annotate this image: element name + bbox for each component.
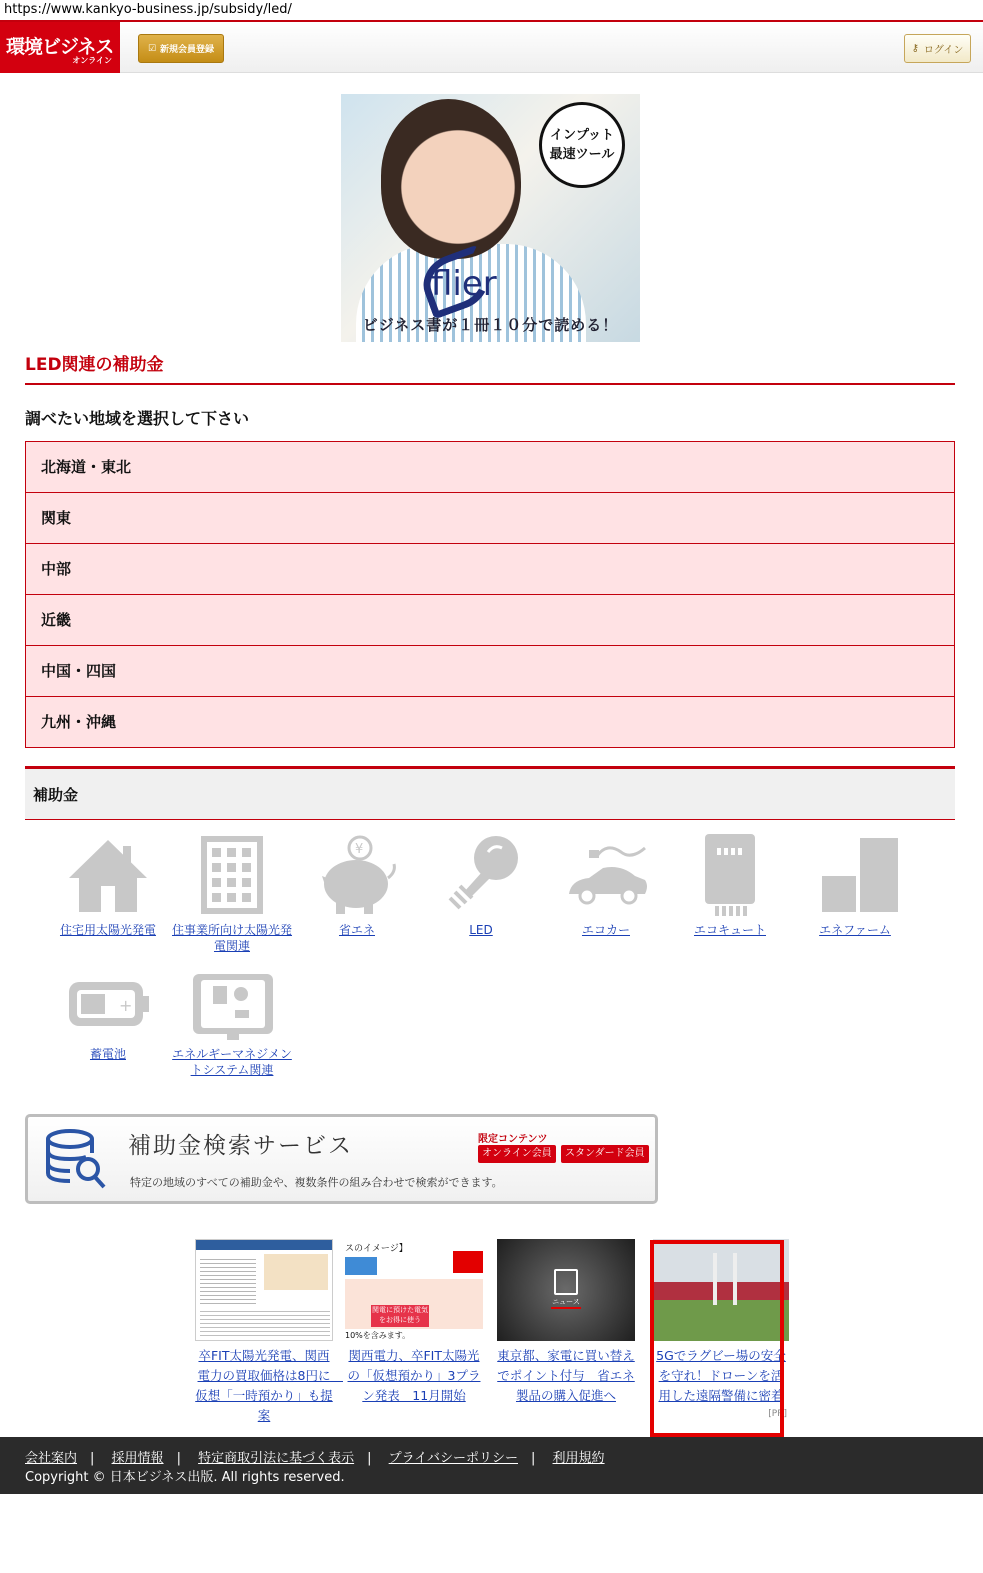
thumb-box-text: 関電に預けた電気をお得に使う (371, 1305, 429, 1327)
region-item-chubu[interactable]: 中部 (26, 544, 954, 595)
enefarm-icon (810, 834, 900, 918)
ecocute-icon (685, 834, 775, 918)
news-title[interactable]: 卒FIT太陽光発電、関西電力の買取価格は8円に 仮想「一時預かり」も提案 (195, 1348, 343, 1423)
newspaper-icon (554, 1269, 578, 1295)
register-button[interactable] (138, 34, 224, 63)
login-label: ログイン (923, 45, 964, 56)
region-list (25, 441, 955, 748)
category-label: 蓄電池 (89, 1047, 126, 1061)
category-label: LED (469, 923, 493, 937)
ad-badge-line1: インプット (549, 128, 615, 143)
news-title[interactable]: 東京都、家電に買い替えでポイント付与 省エネ製品の購入促進へ (497, 1348, 635, 1403)
footer-link-privacy[interactable]: プライバシーポリシー (388, 1451, 518, 1466)
ad-tagline: ビジネス書が１冊１０分で読める！ (362, 316, 619, 334)
news-title[interactable]: 関西電力、卒FIT太陽光の「仮想預かり」3プラン発表 11月開始 (347, 1348, 481, 1403)
pr-label: [PR] (768, 1409, 787, 1419)
region-item-kinki[interactable]: 近畿 (26, 595, 954, 646)
search-service-description: 特定の地域のすべての補助金や、複数条件の組み合わせで検索ができます。 (130, 1176, 503, 1189)
address-bar[interactable]: https://www.kankyo-business.jp/subsidy/led/ (4, 2, 292, 17)
logo-text: 環境ビジネス (6, 36, 114, 58)
category-battery[interactable] (48, 970, 168, 1062)
category-label: エコカー (581, 923, 630, 937)
region-item-hokkaido-tohoku[interactable]: 北海道・東北 (26, 442, 954, 493)
category-energy-saving[interactable] (297, 834, 417, 938)
footer-links: 会社案内 | 採用情報 | 特定商取引法に基づく表示 | プライバシーポリシー | 利用規約 (25, 1451, 605, 1466)
news-card-2[interactable] (345, 1239, 483, 1406)
energy-management-icon (187, 970, 277, 1042)
thumb-caption-top: スのイメージ】 (345, 1244, 408, 1254)
piggy-bank-icon (312, 834, 402, 918)
site-footer (0, 1437, 983, 1494)
title-divider (25, 383, 955, 385)
page-title: LED関連の補助金 (25, 355, 164, 375)
ad-badge-line2: 最速ツール (549, 147, 615, 162)
limited-content-label: 限定コンテンツ (478, 1134, 548, 1145)
copyright: Copyright © 日本ビジネス出版. All rights reserved. (25, 1470, 345, 1485)
category-enefarm[interactable] (795, 834, 915, 938)
checkbox-icon: ☑ (147, 43, 157, 54)
key-icon: ⚷ (911, 43, 919, 54)
register-label: 新規会員登録 (160, 45, 215, 55)
category-label: エコキュート (693, 923, 766, 937)
house-icon (63, 834, 153, 918)
footer-link-tokushoho[interactable]: 特定商取引法に基づく表示 (198, 1451, 355, 1466)
category-residential-solar[interactable] (48, 834, 168, 938)
battery-icon (63, 970, 153, 1042)
logo-subtext: オンライン (72, 56, 112, 65)
banner-ad[interactable] (341, 94, 640, 342)
news-thumbnail (195, 1239, 333, 1341)
category-ecocute[interactable] (670, 834, 790, 938)
category-label: 住宅用太陽光発電 (59, 923, 156, 937)
region-item-kyushu-okinawa[interactable]: 九州・沖縄 (26, 697, 954, 748)
category-label: エネファーム (819, 923, 891, 937)
thumb-caption-bottom: 10%を含みます。 (345, 1331, 411, 1340)
news-thumbnail (345, 1239, 483, 1341)
category-led[interactable] (421, 834, 541, 938)
ad-brand: flier (431, 264, 497, 304)
eco-car-icon (561, 834, 651, 918)
svg-text:¥: ¥ (355, 842, 364, 857)
subsidy-search-service-banner[interactable] (25, 1114, 658, 1204)
svg-text:+: + (119, 996, 133, 1015)
online-member-badge: オンライン会員 (478, 1145, 556, 1163)
category-label: エネルギーマネジメントシステム関連 (172, 1047, 292, 1077)
subsidy-heading: 補助金 (25, 766, 955, 820)
ad-person-face (381, 99, 521, 259)
site-header (0, 20, 983, 73)
region-item-kanto[interactable]: 関東 (26, 493, 954, 544)
ad-badge (539, 102, 625, 188)
category-business-solar[interactable] (172, 834, 292, 954)
news-card-3[interactable] (497, 1239, 635, 1406)
category-eco-car[interactable] (546, 834, 666, 938)
highlight-frame (650, 1240, 784, 1437)
news-thumbnail (497, 1239, 635, 1341)
category-label: 住事業所向け太陽光発電関連 (172, 923, 293, 953)
category-label: 省エネ (338, 923, 375, 937)
building-icon (187, 834, 277, 918)
led-bulb-icon (436, 834, 526, 918)
search-service-title: 補助金検索サービス (128, 1133, 353, 1159)
news-card-1[interactable] (195, 1239, 343, 1426)
region-select-heading: 調べたい地域を選択して下さい (25, 409, 250, 428)
category-energy-management[interactable] (172, 970, 292, 1078)
region-item-chugoku-shikoku[interactable]: 中国・四国 (26, 646, 954, 697)
thumb-label: ニュース (552, 1298, 580, 1306)
footer-link-company[interactable]: 会社案内 (25, 1451, 78, 1466)
footer-link-terms[interactable]: 利用規約 (552, 1451, 605, 1466)
site-logo[interactable] (0, 22, 120, 73)
database-search-icon (42, 1127, 110, 1191)
footer-link-recruit[interactable]: 採用情報 (111, 1451, 164, 1466)
news-title[interactable]: 5Gでラグビー場の安全を守れ！ドローンを活用した遠隔警備に密着 (656, 1348, 786, 1403)
standard-member-badge: スタンダード会員 (561, 1145, 649, 1163)
login-button[interactable] (904, 34, 971, 63)
